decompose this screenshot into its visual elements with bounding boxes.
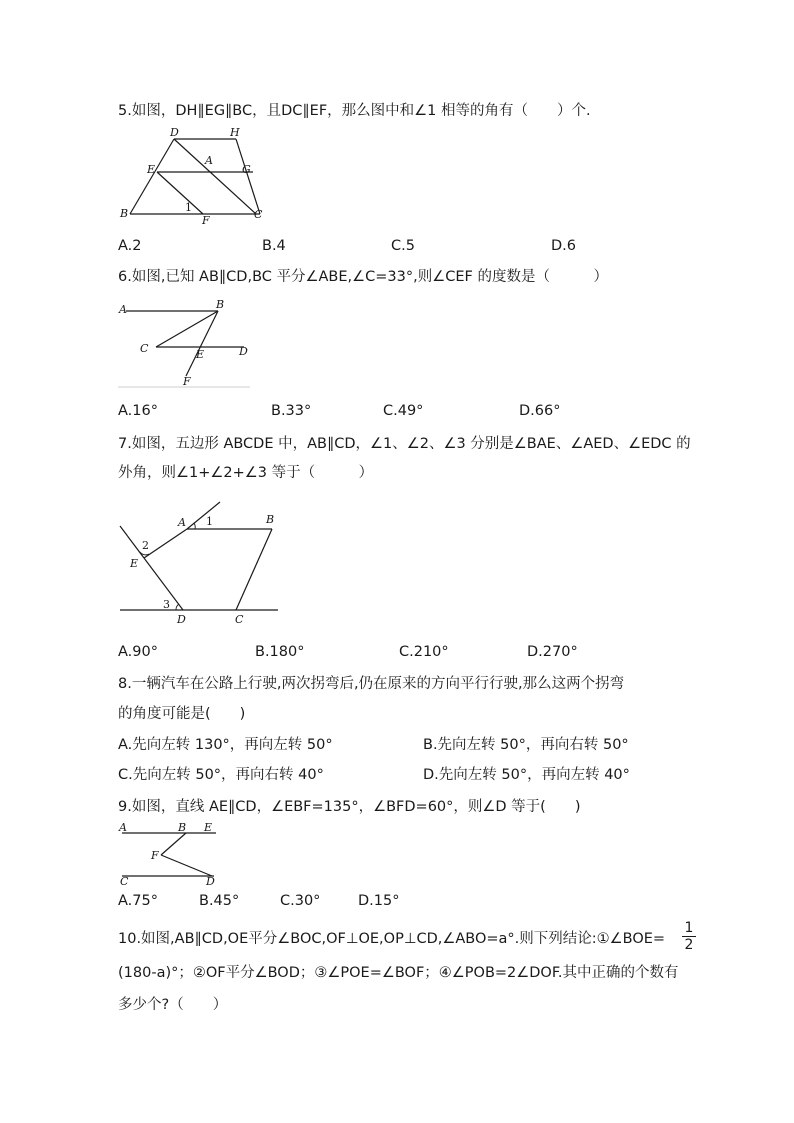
- q7-label-c: C: [235, 613, 244, 626]
- q10-stem-line-1: 10.如图,AB∥CD,OE平分∠BOC,OF⊥OE,OP⊥CD,∠ABO=a°.则下列结论:①∠BOE=: [118, 931, 666, 947]
- q5-label-a: A: [205, 154, 213, 167]
- q5-label-1: 1: [185, 201, 192, 214]
- q5-figure: [118, 126, 278, 226]
- q7-option-d[interactable]: D.270°: [527, 644, 578, 660]
- q9-figure: [118, 821, 228, 889]
- q5-label-c: C: [254, 208, 263, 221]
- q6-option-c[interactable]: C.49°: [383, 403, 424, 419]
- q7-label-1: 1: [206, 515, 213, 528]
- q9-label-a: A: [119, 821, 127, 834]
- q5-stem: 5.如图，DH∥EG∥BC，且DC∥EF，那么图中和∠1 相等的角有（ ）个.: [118, 103, 591, 119]
- q6-stem: 6.如图,已知 AB∥CD,BC 平分∠ABE,∠C=33°,则∠CEF 的度数是（ ）: [118, 269, 608, 285]
- q9-option-a[interactable]: A.75°: [118, 893, 158, 909]
- q6-option-b[interactable]: B.33°: [271, 403, 312, 419]
- q7-option-a[interactable]: A.90°: [118, 644, 158, 660]
- q8-stem-line-2: 的角度可能是( ): [118, 706, 246, 722]
- q5-label-f: F: [202, 214, 210, 227]
- q6-label-e: E: [196, 348, 205, 361]
- q5-label-b: B: [120, 207, 129, 220]
- q7-stem-line-2: 外角，则∠1+∠2+∠3 等于（ ）: [118, 465, 374, 481]
- q9-label-b: B: [178, 821, 187, 834]
- q9-label-d: D: [206, 875, 215, 888]
- q8-option-c[interactable]: C.先向左转 50°，再向右转 40°: [118, 767, 324, 783]
- q6-label-a: A: [119, 303, 127, 316]
- q5-option-a[interactable]: A.2: [118, 238, 142, 254]
- q9-option-c[interactable]: C.30°: [280, 893, 321, 909]
- q7-label-b: B: [266, 513, 275, 526]
- q7-label-d: D: [177, 613, 186, 626]
- q5-option-d[interactable]: D.6: [551, 238, 576, 254]
- q8-option-d[interactable]: D.先向左转 50°，再向左转 40°: [423, 767, 630, 783]
- q9-option-d[interactable]: D.15°: [358, 893, 400, 909]
- q10-stem-line-2: (180-a)°；②OF平分∠BOD；③∠POE=∠BOF；④∠POB=2∠DOF.其中正确的个数有: [118, 965, 679, 981]
- q8-option-a[interactable]: A.先向左转 130°，再向左转 50°: [118, 737, 333, 753]
- q7-label-a: A: [178, 516, 186, 529]
- q6-label-d: D: [239, 345, 248, 358]
- q9-label-c: C: [120, 875, 129, 888]
- q6-option-d[interactable]: D.66°: [519, 403, 561, 419]
- q9-stem: 9.如图，直线 AE∥CD，∠EBF=135°，∠BFD=60°，则∠D 等于( ): [118, 799, 581, 815]
- q8-stem-line-1: 8.一辆汽车在公路上行驶,两次拐弯后,仍在原来的方向平行行驶,那么这两个拐弯: [118, 676, 625, 692]
- q7-option-b[interactable]: B.180°: [255, 644, 305, 660]
- q5-option-b[interactable]: B.4: [262, 238, 286, 254]
- q7-label-e: E: [130, 557, 139, 570]
- q7-option-c[interactable]: C.210°: [399, 644, 449, 660]
- q6-label-b: B: [216, 298, 225, 311]
- q6-figure: [118, 296, 258, 391]
- q8-option-b[interactable]: B.先向左转 50°，再向右转 50°: [423, 737, 629, 753]
- q5-label-g: G: [242, 163, 251, 176]
- q10-stem-line-3: 多少个?（ ）: [118, 997, 228, 1013]
- q9-label-f: F: [151, 849, 159, 862]
- q9-option-b[interactable]: B.45°: [199, 893, 240, 909]
- q5-label-h: H: [230, 126, 240, 139]
- q7-figure: [118, 496, 293, 631]
- q5-option-c[interactable]: C.5: [391, 238, 415, 254]
- q6-label-c: C: [140, 342, 149, 355]
- q10-fraction-numerator: 1: [684, 920, 694, 936]
- q10-fraction: [682, 920, 696, 953]
- q10-fraction-denominator: 2: [682, 936, 696, 953]
- q7-stem-line-1: 7.如图，五边形 ABCDE 中，AB∥CD，∠1、∠2、∠3 分别是∠BAE、∠AED、∠EDC 的: [118, 436, 691, 452]
- q9-label-e: E: [204, 821, 213, 834]
- q6-label-f: F: [183, 375, 191, 388]
- q6-option-a[interactable]: A.16°: [118, 403, 158, 419]
- q5-label-e: E: [147, 163, 156, 176]
- q5-label-d: D: [170, 126, 179, 139]
- q7-label-3: 3: [163, 598, 170, 611]
- q7-label-2: 2: [142, 539, 149, 552]
